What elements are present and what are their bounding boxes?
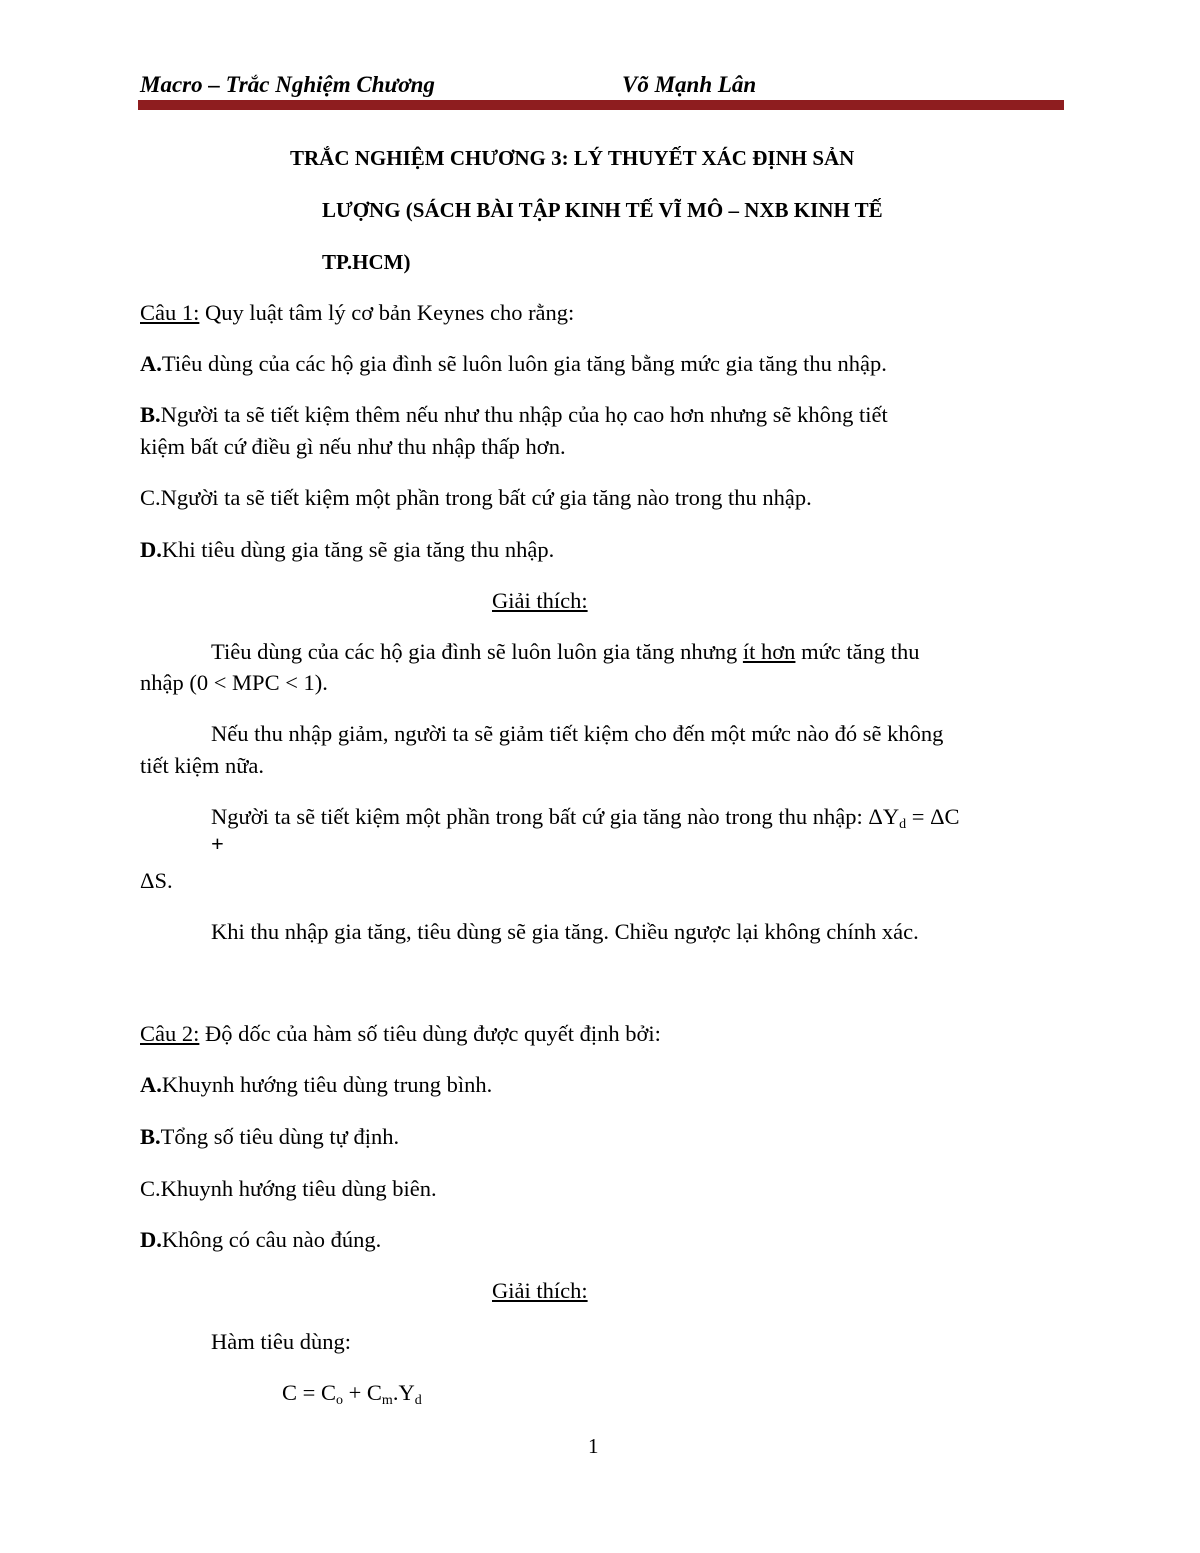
q1-explain-1-underlined: ít hơn bbox=[742, 639, 796, 664]
header-rule bbox=[138, 100, 1064, 110]
question-2 bbox=[140, 1021, 661, 1047]
formula-sub-3: d bbox=[414, 1393, 422, 1408]
q1-option-b-letter: B. bbox=[140, 402, 161, 427]
q1-explain-heading: Giải thích: bbox=[492, 588, 588, 613]
title-line-1: TRẮC NGHIỆM CHƯƠNG 3: LÝ THUYẾT XÁC ĐỊNH SẢN bbox=[290, 146, 855, 170]
q2-option-d-text: Không có câu nào đúng. bbox=[161, 1227, 382, 1252]
q2-option-d bbox=[140, 1227, 381, 1253]
q1-explain-1-text-a: Tiêu dùng của các hộ gia đình sẽ luôn luôn gia tăng nhưng bbox=[211, 639, 743, 664]
question-2-text: Độ dốc của hàm số tiêu dùng được quyết định bởi: bbox=[199, 1021, 661, 1046]
q1-explain-1-line-2: nhập (0 < MPC < 1). bbox=[140, 670, 328, 695]
q1-explain-1-line-1 bbox=[211, 639, 919, 665]
q1-explain-3-text: Người ta sẽ tiết kiệm một phần trong bất cứ gia tăng nào trong thu nhập: ΔY bbox=[211, 804, 900, 829]
q1-option-a-letter: A. bbox=[140, 351, 162, 376]
q2-option-b-text: Tổng số tiêu dùng tự định. bbox=[160, 1124, 400, 1149]
q1-explain-4: Khi thu nhập gia tăng, tiêu dùng sẽ gia tăng. Chiều ngược lại không chính xác. bbox=[211, 919, 919, 944]
title-line-3: TP.HCM) bbox=[322, 250, 411, 274]
q2-option-a bbox=[140, 1072, 492, 1098]
question-1-text: Quy luật tâm lý cơ bản Keynes cho rằng: bbox=[199, 300, 575, 325]
formula-part-1: C = C bbox=[282, 1380, 336, 1405]
q1-explain-3-line-3: ΔS. bbox=[140, 868, 173, 893]
q2-explain-1: Hàm tiêu dùng: bbox=[211, 1329, 351, 1354]
q1-option-c bbox=[140, 485, 812, 511]
q2-option-c-text: Khuynh hướng tiêu dùng biên. bbox=[160, 1176, 437, 1201]
q2-option-c bbox=[140, 1176, 437, 1202]
q1-explain-3-line-1 bbox=[211, 804, 960, 830]
title-line-2: LƯỢNG (SÁCH BÀI TẬP KINH TẾ VĨ MÔ – NXB KINH TẾ bbox=[322, 198, 883, 222]
q1-option-a-text: Tiêu dùng của các hộ gia đình sẽ luôn luôn gia tăng bằng mức gia tăng thu nhập. bbox=[161, 351, 887, 376]
question-1 bbox=[140, 300, 574, 326]
q1-explain-3-subscript: d bbox=[899, 817, 907, 832]
q2-option-d-letter: D. bbox=[140, 1227, 162, 1252]
q2-option-b bbox=[140, 1124, 399, 1150]
header-right: Võ Mạnh Lân bbox=[622, 72, 757, 97]
page-number: 1 bbox=[588, 1434, 599, 1458]
q1-option-c-letter: C. bbox=[140, 485, 161, 510]
question-2-label: Câu 2: bbox=[140, 1021, 200, 1046]
q1-option-b-line-2: kiệm bất cứ điều gì nếu như thu nhập thấp hơn. bbox=[140, 434, 566, 459]
formula-part-3: .Y bbox=[392, 1380, 415, 1405]
q1-option-b-text: Người ta sẽ tiết kiệm thêm nếu như thu nhập của họ cao hơn nhưng sẽ không tiết bbox=[160, 402, 888, 427]
q1-option-d-letter: D. bbox=[140, 537, 162, 562]
q2-option-a-letter: A. bbox=[140, 1072, 162, 1097]
q1-option-d-text: Khi tiêu dùng gia tăng sẽ gia tăng thu nhập. bbox=[161, 537, 555, 562]
q1-explain-3-tail: = ΔC bbox=[906, 804, 960, 829]
q1-option-c-text: Người ta sẽ tiết kiệm một phần trong bất cứ gia tăng nào trong thu nhập. bbox=[160, 485, 812, 510]
formula-sub-2: m bbox=[381, 1393, 393, 1408]
q1-explain-2-line-2: tiết kiệm nữa. bbox=[140, 753, 265, 778]
formula-sub-1: o bbox=[335, 1393, 343, 1408]
q1-option-d bbox=[140, 537, 554, 563]
question-1-label: Câu 1: bbox=[140, 300, 200, 325]
q2-option-b-letter: B. bbox=[140, 1124, 161, 1149]
q2-option-c-letter: C. bbox=[140, 1176, 161, 1201]
q1-option-a bbox=[140, 351, 887, 377]
q2-explain-heading: Giải thích: bbox=[492, 1278, 588, 1303]
q2-option-a-text: Khuynh hướng tiêu dùng trung bình. bbox=[161, 1072, 493, 1097]
consumption-formula bbox=[282, 1380, 422, 1406]
q1-option-b bbox=[140, 402, 888, 428]
q1-explain-3-plus: + bbox=[211, 831, 224, 856]
q1-explain-2-line-1: Nếu thu nhập giảm, người ta sẽ giảm tiết kiệm cho đến một mức nào đó sẽ không bbox=[211, 721, 944, 746]
header-left: Macro – Trắc Nghiệm Chương bbox=[140, 72, 435, 97]
formula-part-2: + C bbox=[342, 1380, 382, 1405]
q1-explain-1-text-b: mức tăng thu bbox=[795, 639, 920, 664]
